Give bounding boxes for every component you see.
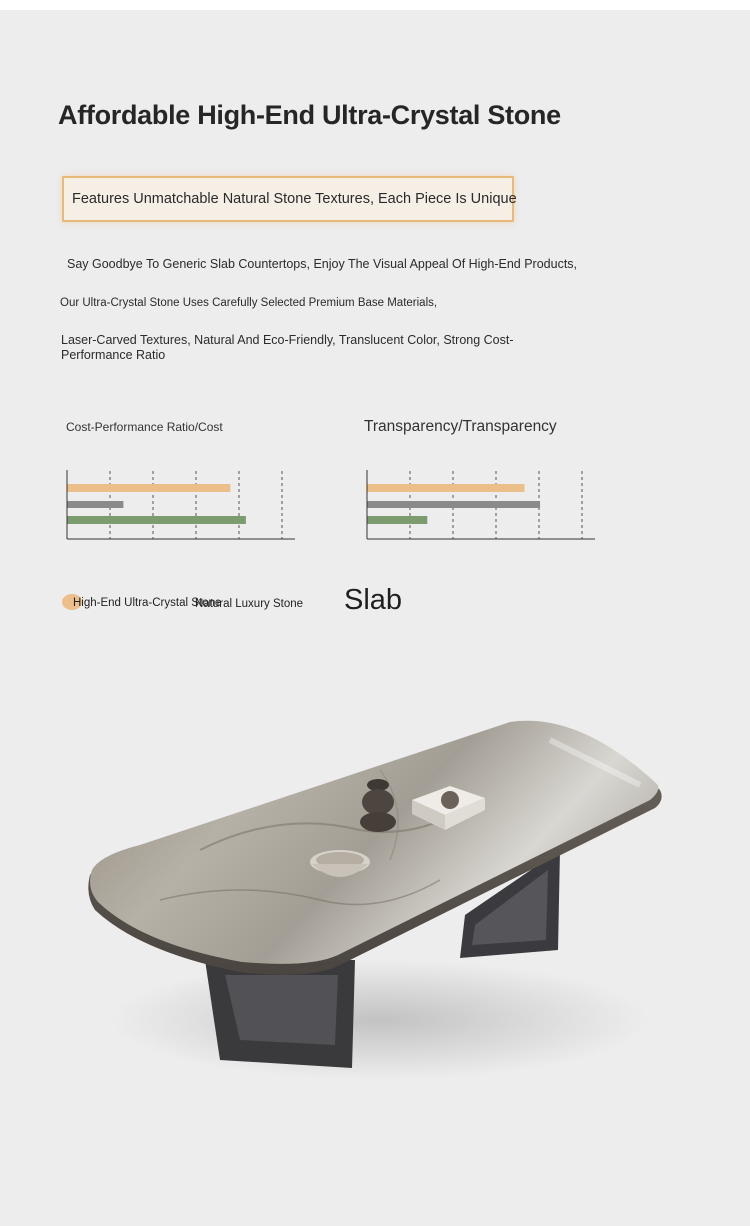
bar-natural-luxury-stone: [367, 516, 427, 524]
stone-table-image: [80, 690, 680, 1090]
bar-high-end-ultra-crystal-stone: [367, 484, 525, 492]
chart-title-cost: Cost-Performance Ratio/Cost: [66, 420, 223, 434]
chart-title-transparency: Transparency/Transparency: [364, 418, 557, 435]
top-strip: [0, 0, 750, 10]
bar-slab: [67, 501, 123, 508]
page-title: Affordable High-End Ultra-Crystal Stone: [58, 100, 561, 130]
bar-slab: [367, 501, 540, 508]
bar-natural-luxury-stone: [67, 516, 246, 524]
legend-slab: Slab: [344, 584, 403, 616]
cost-performance-chart: [60, 465, 305, 545]
description-line-2: Our Ultra-Crystal Stone Uses Carefully Selected Premium Base Materials,: [60, 297, 438, 309]
transparency-chart: [360, 465, 605, 545]
legend-natural-stone: Natural Luxury Stone: [195, 598, 304, 610]
feature-text: Features Unmatchable Natural Stone Textures, Each Piece Is Unique: [72, 191, 517, 207]
legend-ultra-crystal: High-End Ultra-Crystal Stone: [73, 597, 222, 609]
bar-high-end-ultra-crystal-stone: [67, 484, 230, 492]
description-line-3: Laser-Carved Textures, Natural And Eco-Friendly, Translucent Color, Strong Cost-Performance Ratio: [61, 333, 514, 362]
description-line-1: Say Goodbye To Generic Slab Countertops, Enjoy The Visual Appeal Of High-End Products,: [67, 257, 578, 271]
